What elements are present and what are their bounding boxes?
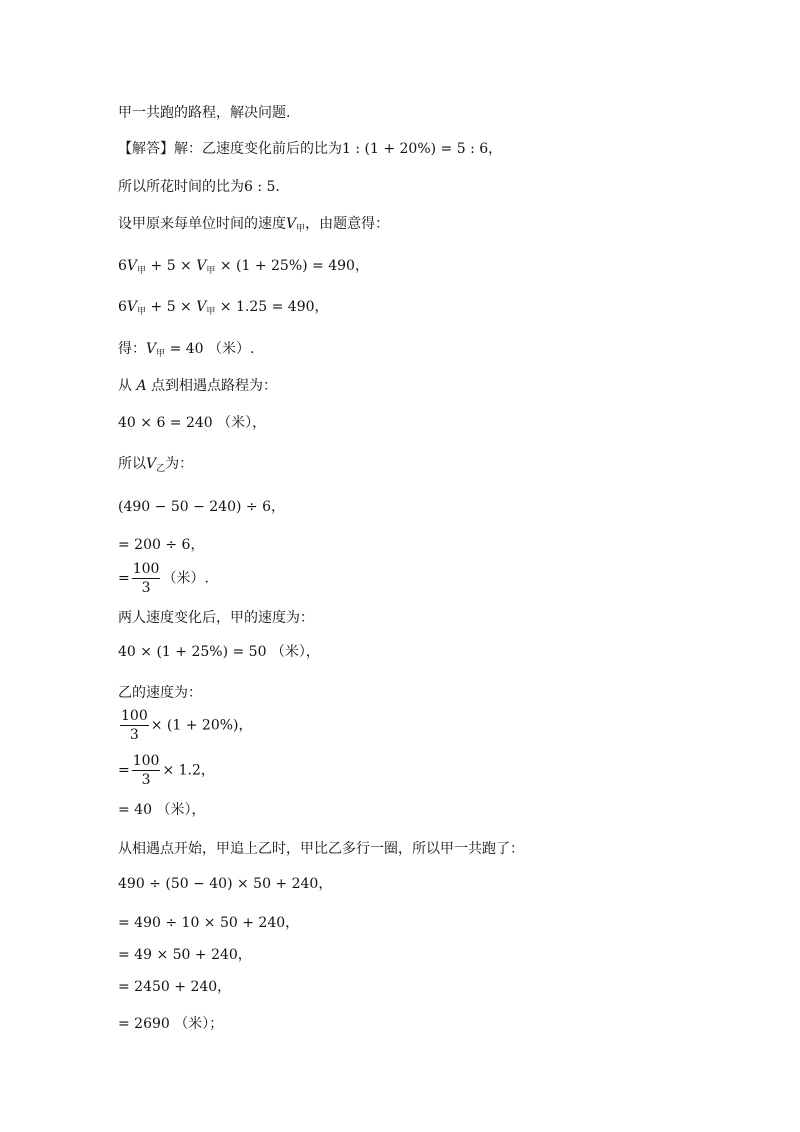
equation-line: = 2690 （米）； [118,1016,224,1032]
answer-line: 【解答】解：乙速度变化前后的比为1 : (1 + 20%) = 5 : 6， [118,141,503,157]
equation-line: = $\frac{100}{3}$ × 1.2， [118,753,215,788]
equation-line: $6V_甲 + 5 \times V_甲 \times (1 + 25\%) = 490$， [118,258,369,276]
text-line: 两人速度变化后，甲的速度为： [118,610,314,626]
fraction: $\frac{100}{3}$ [121,708,148,743]
variable-v: V [146,456,157,472]
fraction: $\frac{100}{3}$ [132,561,160,596]
equation-line: = 40 （米）， [118,802,206,818]
equation-line: = 490 ÷ 10 × 50 + 240， [118,915,300,931]
variable-v: V [146,341,157,357]
equation-line: $\frac{100}{3}$ × (1 + 20%)， [121,708,253,743]
text-line: 设甲原来每单位时间的速度$V_甲$，由题意得： [118,216,390,234]
equation-line: $6V_甲 + 5 \times V_甲 \times 1.25 = 490$， [118,299,329,317]
equation-line: = 49 × 50 + 240， [118,947,252,963]
variable-v: V [196,299,207,315]
equation-line: 490 ÷ (50 − 40) × 50 + 240， [118,876,333,892]
subscript: 甲 [296,224,306,234]
equation-line: = 200 ÷ 6， [118,537,205,553]
equation-line: (490 − 50 − 240) ÷ 6， [118,499,285,515]
subscript: 乙 [156,464,166,474]
subscript: 甲 [206,307,216,317]
variable-v: V [126,258,138,274]
text-line: 所以所花时间的比为6 : 5. [118,179,280,195]
equation-line: = $\frac{100}{3}$ （米）. [118,561,209,596]
text-line: 所以$V_乙$为： [118,456,194,474]
text-line: 乙的速度为： [118,685,202,701]
equation-line: 40 × (1 + 25%) = 50 （米）， [118,644,320,660]
equation-line: 40 × 6 = 240 （米）， [118,415,267,431]
subscript: 甲 [137,307,147,317]
fraction: $\frac{100}{3}$ [132,753,160,788]
subscript: 甲 [156,349,166,359]
text-line: 甲一共跑的路程，解决问题. [118,105,291,121]
variable-v: V [126,299,138,315]
equation-line: 得：$V_甲 = 40$ （米）. [118,341,255,359]
variable-v: V [196,258,207,274]
equation-line: = 2450 + 240， [118,979,232,995]
text-line: 从 A 点到相遇点路程为： [118,378,278,394]
variable-v: V [286,216,297,232]
subscript: 甲 [206,266,216,276]
subscript: 甲 [137,266,147,276]
text-line: 从相遇点开始，甲追上乙时，甲比乙多行一圈，所以甲一共跑了： [118,841,524,857]
point-label: A [136,378,147,394]
